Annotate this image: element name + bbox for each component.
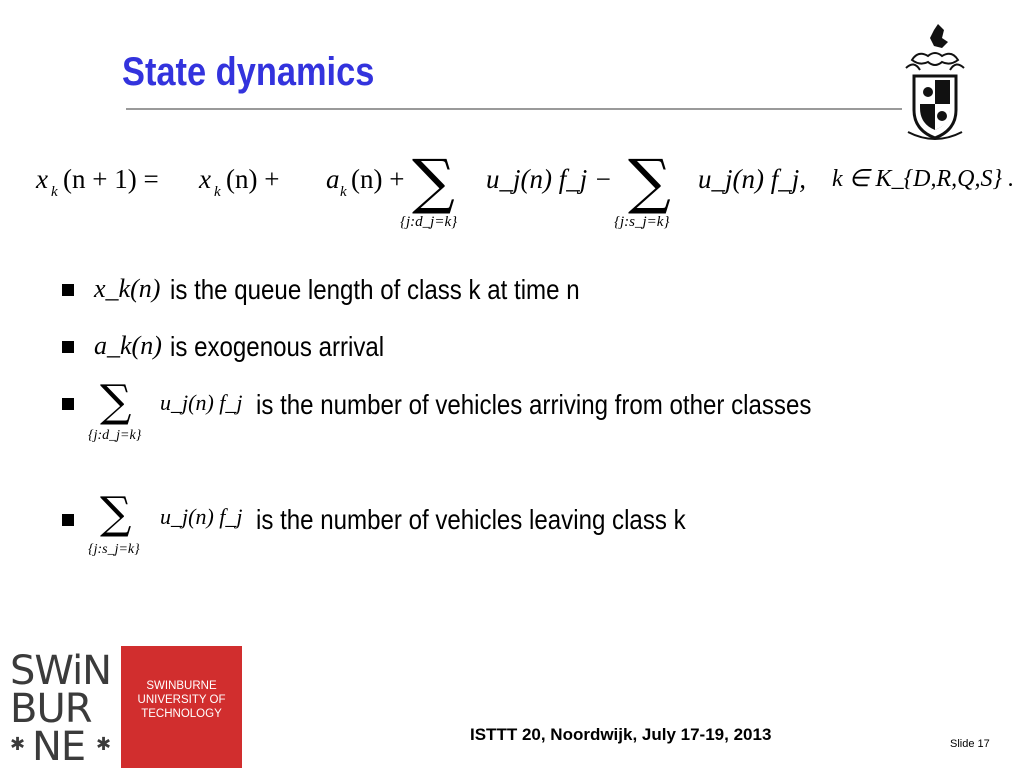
eq-term-x: x — [199, 164, 211, 194]
bullet-4-sum-body: u_j(n) f_j — [160, 504, 243, 529]
bullet-4-text: is the number of vehicles leaving class k — [256, 504, 686, 535]
swinburne-logo — [0, 646, 121, 768]
bullet-2-text: is exogenous arrival — [170, 331, 385, 362]
university-name-panel — [121, 646, 242, 768]
bullet-3-sum-index: {j:d_j=k} — [88, 428, 142, 443]
eq-sum-2-symbol: ∑ — [628, 147, 671, 217]
bullet-4-sum-index: {j:s_j=k} — [88, 542, 140, 557]
bullet-marker — [62, 341, 74, 353]
bullet-3-sum-symbol: ∑ — [100, 376, 132, 427]
bullet-2-math: a_k(n) — [94, 331, 162, 360]
eq-sum-1-index: {j:d_j=k} — [400, 214, 458, 230]
slide-title: State dynamics — [122, 50, 375, 94]
eq-term-x-sub: k — [214, 184, 221, 200]
logo-line-3: NE — [32, 724, 86, 770]
university-line-2: UNIVERSITY OF — [137, 694, 226, 706]
eq-lhs: x — [36, 164, 48, 194]
eq-domain: k ∈ K_{D,R,Q,S} . — [832, 166, 1015, 192]
bullet-3-text: is the number of vehicles arriving from other classes — [256, 389, 812, 420]
bullet-1-text: is the queue length of class k at time n — [170, 274, 580, 305]
bullet-marker — [62, 398, 74, 410]
eq-sum-1-symbol: ∑ — [412, 147, 455, 217]
eq-sum-1-body: u_j(n) f_j − — [486, 164, 613, 194]
eq-term-x-arg: (n) + — [226, 164, 280, 194]
bullet-3-sum-body: u_j(n) f_j — [160, 390, 243, 415]
eq-sum-2-body: u_j(n) f_j, — [698, 164, 806, 194]
logo-star-icon: ✱ — [96, 734, 112, 754]
logo-line-2: BUR — [10, 686, 92, 732]
bullet-marker — [62, 284, 74, 296]
bullet-marker — [62, 514, 74, 526]
slide-number: Slide 17 — [950, 738, 990, 750]
logo-star-icon: ✱ — [10, 734, 26, 754]
eq-term-a-arg: (n) + — [351, 164, 405, 194]
eq-lhs-sub: k — [51, 184, 58, 200]
university-line-3: TECHNOLOGY — [141, 708, 222, 720]
coat-of-arms-icon — [898, 20, 972, 148]
logo-line-1: SWiN — [10, 648, 112, 694]
eq-term-a-sub: k — [340, 184, 347, 200]
conference-footer: ISTTT 20, Noordwijk, July 17-19, 2013 — [470, 725, 772, 744]
eq-sum-2-index: {j:s_j=k} — [614, 214, 670, 230]
state-equation — [36, 147, 1016, 242]
eq-lhs-arg: (n + 1) = — [63, 164, 159, 194]
bullet-4-sum-symbol: ∑ — [100, 488, 132, 539]
eq-term-a: a — [326, 164, 340, 194]
university-line-1: SWINBURNE — [146, 680, 217, 692]
title-divider — [126, 108, 902, 110]
bullet-1-math: x_k(n) — [94, 274, 161, 303]
